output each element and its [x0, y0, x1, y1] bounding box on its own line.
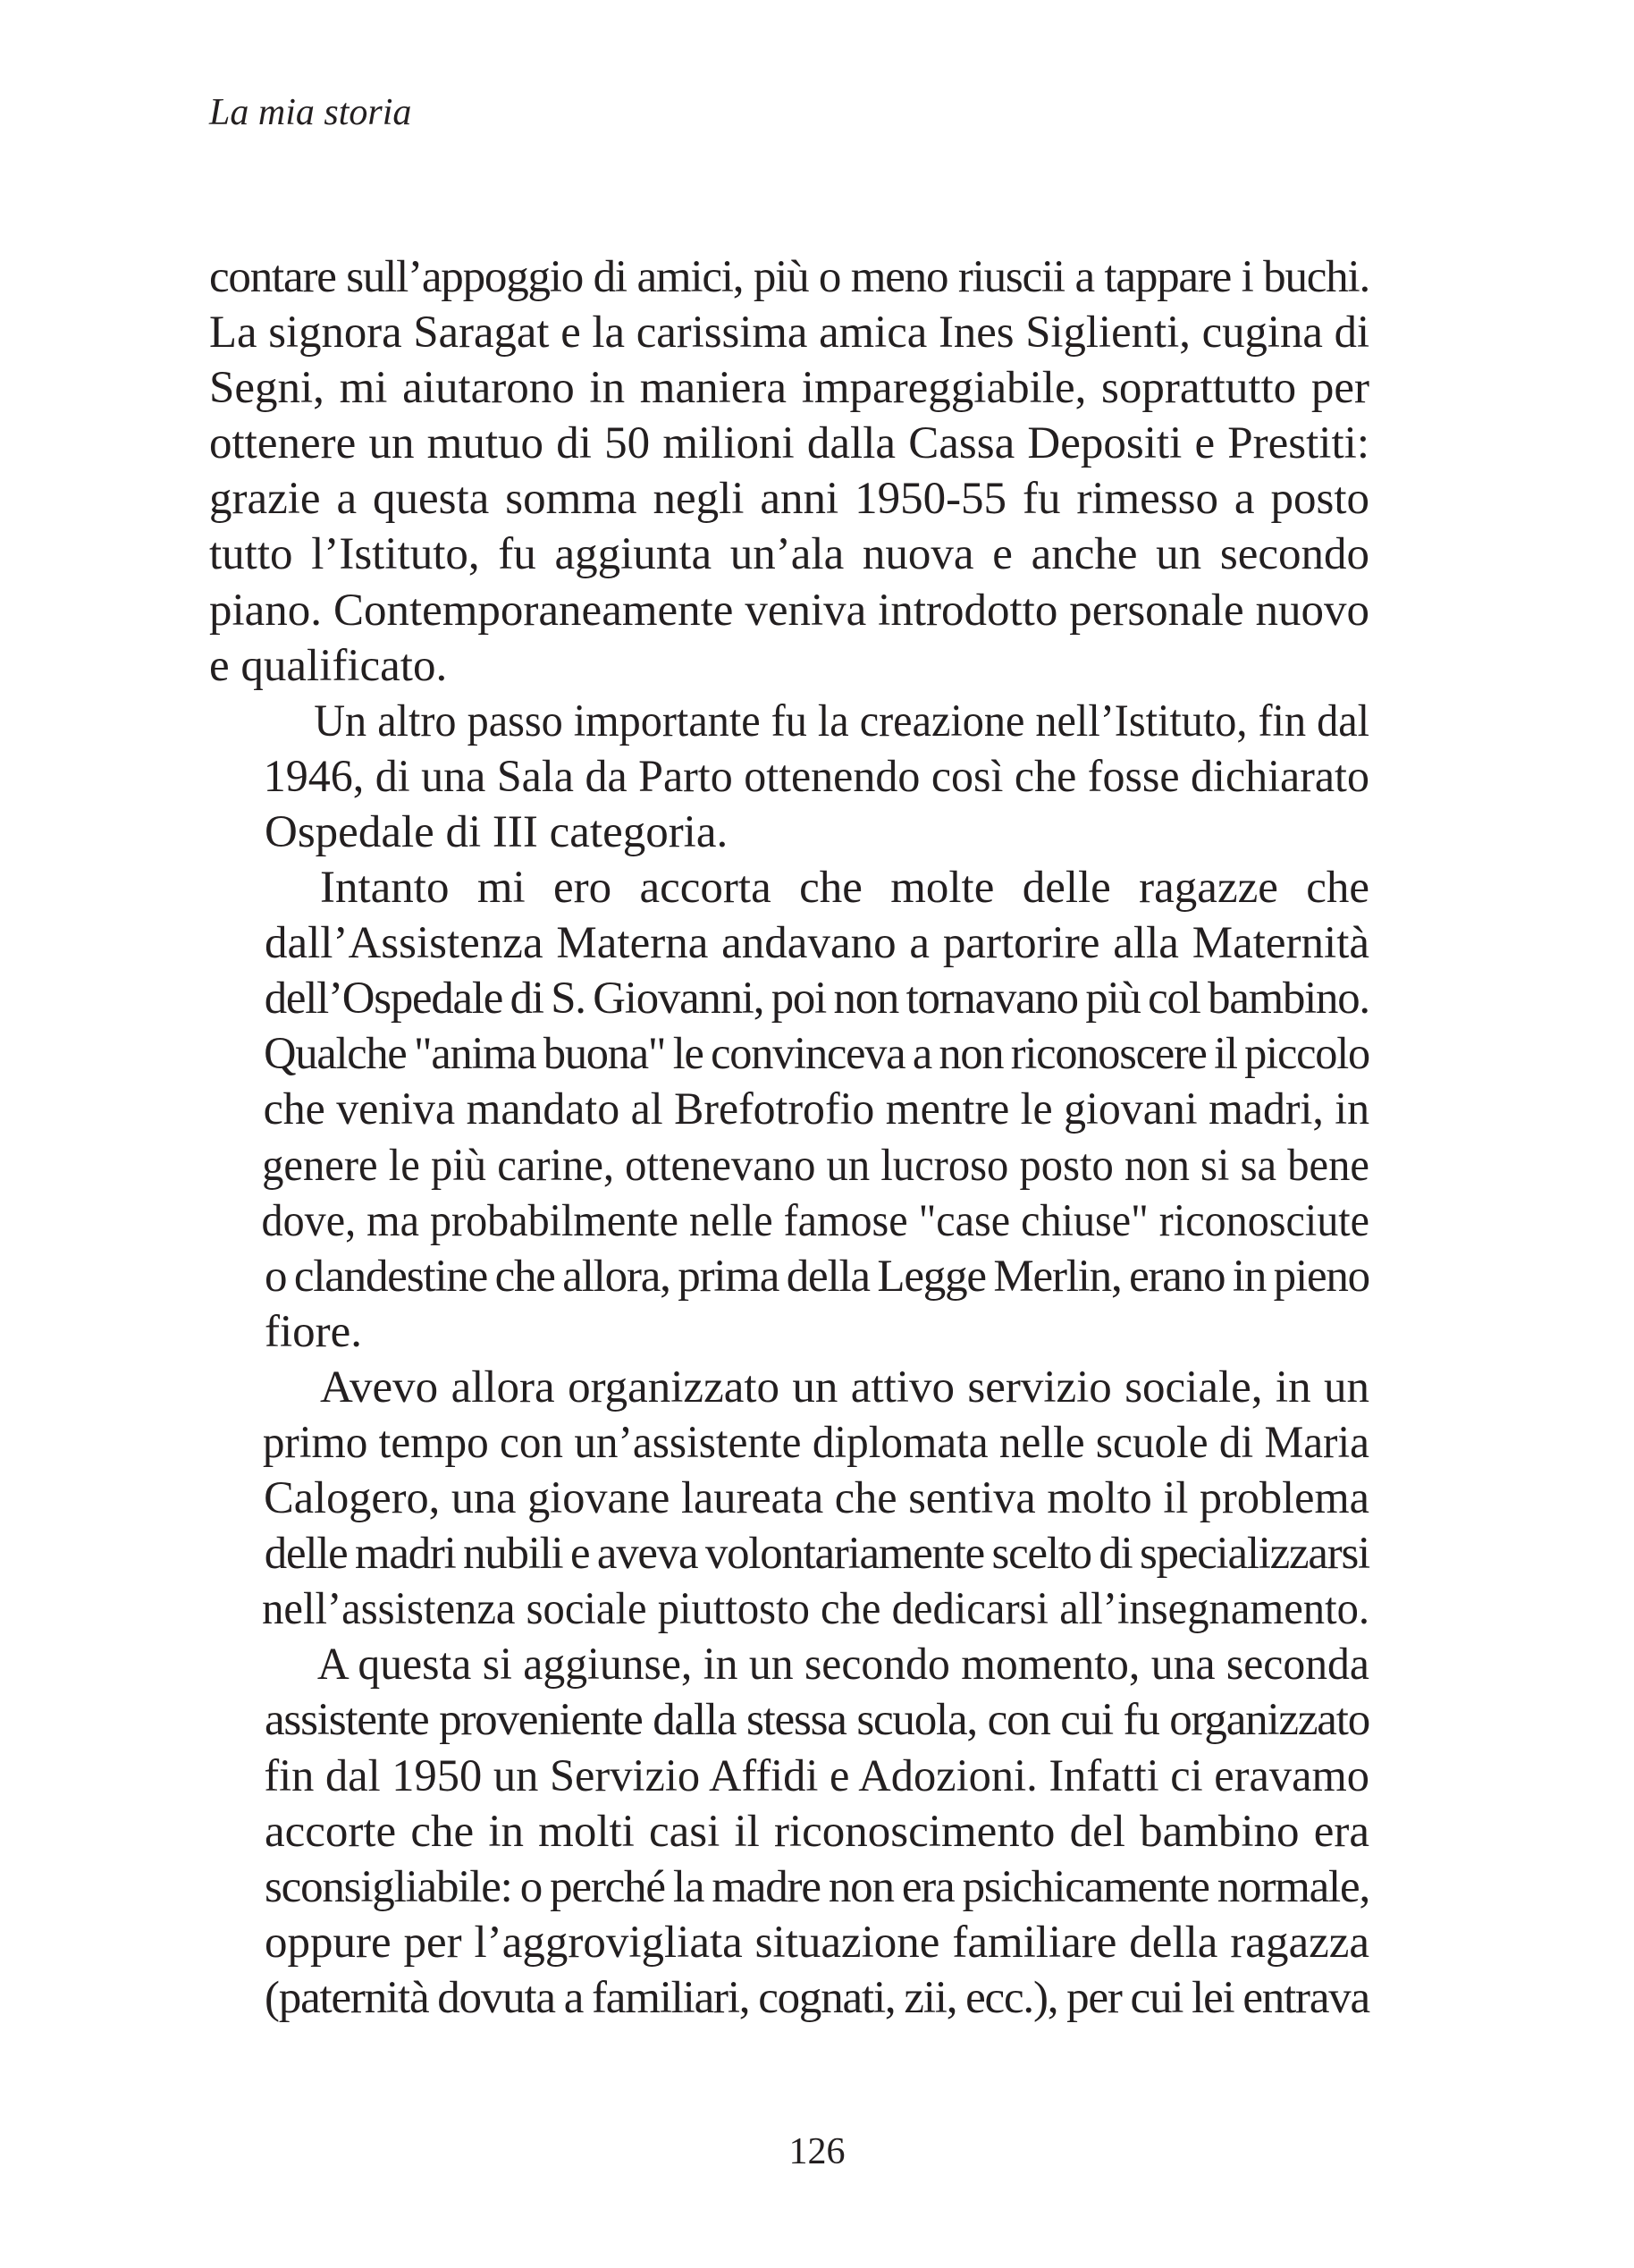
- page-number: 126: [788, 2131, 846, 2172]
- text-line: o clandestine che allora, prima della Legge Merlin, erano in pieno: [264, 1251, 1369, 1302]
- paragraph-1: [209, 249, 1369, 694]
- text-line: dall’Assistenza Materna andavano a partorire alla Maternità: [265, 918, 1369, 969]
- text-line: 1946, di una Sala da Parto ottenendo così che fosse dichiarato: [263, 751, 1369, 802]
- text-line: sconsigliabile: o perché la madre non era psichicamente normale,: [265, 1861, 1369, 1912]
- text-line: piano. Contemporaneamente veniva introdotto personale nuovo: [209, 585, 1369, 636]
- text-line: e qualificato.: [209, 640, 448, 691]
- text-line: dove, ma probabilmente nelle famose "case chiuse" riconosciute: [261, 1195, 1370, 1246]
- text-line: Ospedale di III categoria.: [265, 806, 729, 857]
- text-line: assistente proveniente dalla stessa scuola, con cui fu organizzato: [265, 1695, 1369, 1746]
- text-line: grazie a questa somma negli anni 1950-55 fu rimesso a posto: [209, 474, 1369, 525]
- text-line: primo tempo con un’assistente diplomata nelle scuole di Maria: [262, 1417, 1369, 1468]
- text-line: A questa si aggiunse, in un secondo momento, una seconda: [316, 1640, 1369, 1690]
- body-text: [209, 249, 1369, 2026]
- text-line: delle madri nubili e aveva volontariamente scelto di specializzarsi: [264, 1529, 1369, 1580]
- text-line: Segni, mi aiutarono in maniera impareggiabile, soprattutto per: [209, 363, 1369, 414]
- text-line: nell’assistenza sociale piuttosto che dedicarsi all’insegnamento.: [262, 1584, 1370, 1635]
- text-line: fin dal 1950 un Servizio Affidi e Adozioni. Infatti ci eravamo: [264, 1750, 1370, 1801]
- text-line: tutto l’Istituto, fu aggiunta un’ala nuova e anche un secondo: [209, 529, 1369, 580]
- text-line: fiore.: [265, 1306, 363, 1357]
- paragraph-4: [209, 1360, 1369, 1637]
- text-line: Un altro passo importante fu la creazione nell’Istituto, fin dal: [314, 696, 1370, 746]
- text-line: Intanto mi ero accorta che molte delle ragazze che: [320, 863, 1369, 914]
- running-head: La mia storia: [209, 92, 412, 133]
- text-line: Qualche "anima buona" le convinceva a non riconoscere il piccolo: [264, 1029, 1370, 1080]
- text-line: ottenere un mutuo di 50 milioni dalla Cassa Depositi e Prestiti:: [209, 418, 1369, 469]
- text-line: che veniva mandato al Brefotrofio mentre le giovani madri, in: [263, 1084, 1370, 1135]
- paragraph-3: [209, 860, 1369, 1360]
- text-line: accorte che in molti casi il riconoscimento del bambino era: [265, 1806, 1369, 1857]
- text-line: contare sull’appoggio di amici, più o meno riuscii a tappare i buchi.: [209, 252, 1369, 302]
- text-line: La signora Saragat e la carissima amica Ines Siglienti, cugina di: [209, 308, 1370, 358]
- text-line: (paternità dovuta a familiari, cognati, zii, ecc.), per cui lei entrava: [265, 1972, 1369, 2023]
- text-line: genere le più carine, ottenevano un lucroso posto non si sa bene: [262, 1140, 1369, 1191]
- text-line: oppure per l’aggrovigliata situazione familiare della ragazza: [265, 1917, 1369, 1968]
- text-line: Avevo allora organizzato un attivo servizio sociale, in un: [320, 1362, 1369, 1412]
- paragraph-5: [209, 1637, 1369, 2026]
- text-line: Calogero, una giovane laureata che sentiva molto il problema: [264, 1473, 1369, 1524]
- text-line: dell’Ospedale di S. Giovanni, poi non tornavano più col bambino.: [264, 974, 1369, 1024]
- paragraph-2: [209, 694, 1369, 860]
